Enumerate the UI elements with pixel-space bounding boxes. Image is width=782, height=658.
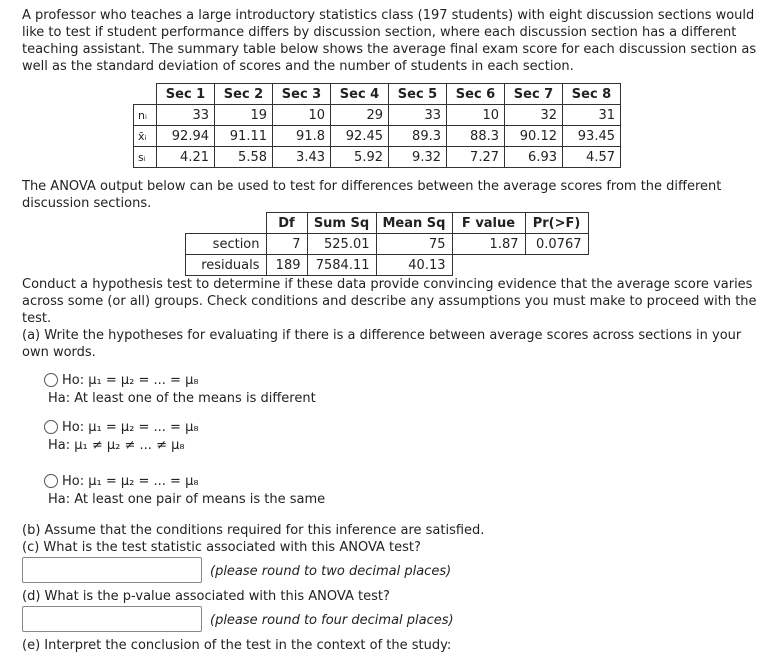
cell: 189 <box>266 255 307 276</box>
corner-cell <box>134 84 157 105</box>
cell: 92.94 <box>157 126 215 147</box>
cell: 7.27 <box>447 147 505 168</box>
cell: 91.11 <box>215 126 273 147</box>
row-label: sᵢ <box>134 147 157 168</box>
test-statistic-input[interactable] <box>22 557 202 583</box>
cell: 3.43 <box>273 147 331 168</box>
anova-table <box>185 212 589 276</box>
cell: 91.8 <box>273 126 331 147</box>
part-e-text: (e) Interpret the conclusion of the test in the context of the study: <box>22 638 452 653</box>
header-cell: Sec 2 <box>215 84 273 105</box>
cell: 92.45 <box>331 126 389 147</box>
row-label: x̄ᵢ <box>134 126 157 147</box>
header-cell: Sec 3 <box>273 84 331 105</box>
header-cell: Sec 8 <box>563 84 621 105</box>
option-ha: Ha: At least one of the means is different <box>48 391 316 406</box>
cell: 89.3 <box>389 126 447 147</box>
part-d-text: (d) What is the p-value associated with this ANOVA test? <box>22 589 390 604</box>
cell: 10 <box>447 105 505 126</box>
hypothesis-option-3[interactable] <box>48 473 325 509</box>
part-b-text: (b) Assume that the conditions required for this inference are satisfied. <box>22 523 485 538</box>
cell: 525.01 <box>307 234 376 255</box>
row-label: residuals <box>186 255 267 276</box>
table-row <box>134 126 621 147</box>
header-cell: Sec 6 <box>447 84 505 105</box>
instruction-text: Conduct a hypothesis test to determine if these data provide convincing evidence that the average score varies across some (or all) groups. Check conditions and describe any assumptions you must make to proceed with the test. <box>22 277 757 326</box>
hypothesis-option-2[interactable] <box>48 419 199 455</box>
table-row <box>186 255 589 276</box>
cell: 4.21 <box>157 147 215 168</box>
cell: 32 <box>505 105 563 126</box>
cell: 6.93 <box>505 147 563 168</box>
p-value-input[interactable] <box>22 606 202 632</box>
note-c: (please round to two decimal places) <box>210 564 452 579</box>
header-cell: Df <box>266 213 307 234</box>
header-cell: Sec 1 <box>157 84 215 105</box>
cell <box>525 255 588 276</box>
cell: 9.32 <box>389 147 447 168</box>
header-cell: F value <box>452 213 525 234</box>
cell: 40.13 <box>376 255 452 276</box>
header-cell: Mean Sq <box>376 213 452 234</box>
option-h0: Ho: μ₁ = μ₂ = ... = μ₈ <box>62 373 199 388</box>
radio-button[interactable] <box>44 373 58 387</box>
row-label: nᵢ <box>134 105 157 126</box>
cell <box>452 255 525 276</box>
cell: 33 <box>389 105 447 126</box>
header-cell: Sec 4 <box>331 84 389 105</box>
table-row <box>134 105 621 126</box>
intro-text: A professor who teaches a large introductory statistics class (197 students) with eight discussion sections would like to test if student performance differs by discussion section, where each discussion section has a different teaching assistant. The summary table below shows the average final exam score for each discussion section as well as the standard deviation of scores and the number of students in each section. <box>22 8 757 74</box>
cell: 5.92 <box>331 147 389 168</box>
summary-header-row <box>134 84 621 105</box>
hypothesis-option-1[interactable] <box>48 372 316 408</box>
option-h0: Ho: μ₁ = μ₂ = ... = μ₈ <box>62 474 199 489</box>
anova-intro-text: The ANOVA output below can be used to test for differences between the average scores from the different discussion sections. <box>22 179 722 211</box>
cell: 7 <box>266 234 307 255</box>
cell: 5.58 <box>215 147 273 168</box>
cell: 75 <box>376 234 452 255</box>
radio-button[interactable] <box>44 474 58 488</box>
cell: 88.3 <box>447 126 505 147</box>
cell: 1.87 <box>452 234 525 255</box>
header-cell: Pr(>F) <box>525 213 588 234</box>
header-cell: Sec 7 <box>505 84 563 105</box>
table-row <box>134 147 621 168</box>
note-d: (please round to four decimal places) <box>210 613 454 628</box>
header-cell: Sum Sq <box>307 213 376 234</box>
corner-cell <box>186 213 267 234</box>
cell: 0.0767 <box>525 234 588 255</box>
cell: 29 <box>331 105 389 126</box>
row-label: section <box>186 234 267 255</box>
part-c-text: (c) What is the test statistic associated with this ANOVA test? <box>22 540 421 555</box>
option-h0: Ho: μ₁ = μ₂ = ... = μ₈ <box>62 420 199 435</box>
cell: 33 <box>157 105 215 126</box>
cell: 10 <box>273 105 331 126</box>
radio-button[interactable] <box>44 420 58 434</box>
summary-table <box>133 83 621 168</box>
table-row <box>186 234 589 255</box>
cell: 31 <box>563 105 621 126</box>
cell: 4.57 <box>563 147 621 168</box>
option-ha: Ha: At least one pair of means is the same <box>48 492 326 507</box>
anova-header-row <box>186 213 589 234</box>
cell: 19 <box>215 105 273 126</box>
cell: 90.12 <box>505 126 563 147</box>
part-a-text: (a) Write the hypotheses for evaluating if there is a difference between average scores across sections in your own words. <box>22 328 742 360</box>
option-ha: Ha: μ₁ ≠ μ₂ ≠ ... ≠ μ₈ <box>48 438 185 453</box>
cell: 93.45 <box>563 126 621 147</box>
header-cell: Sec 5 <box>389 84 447 105</box>
cell: 7584.11 <box>307 255 376 276</box>
